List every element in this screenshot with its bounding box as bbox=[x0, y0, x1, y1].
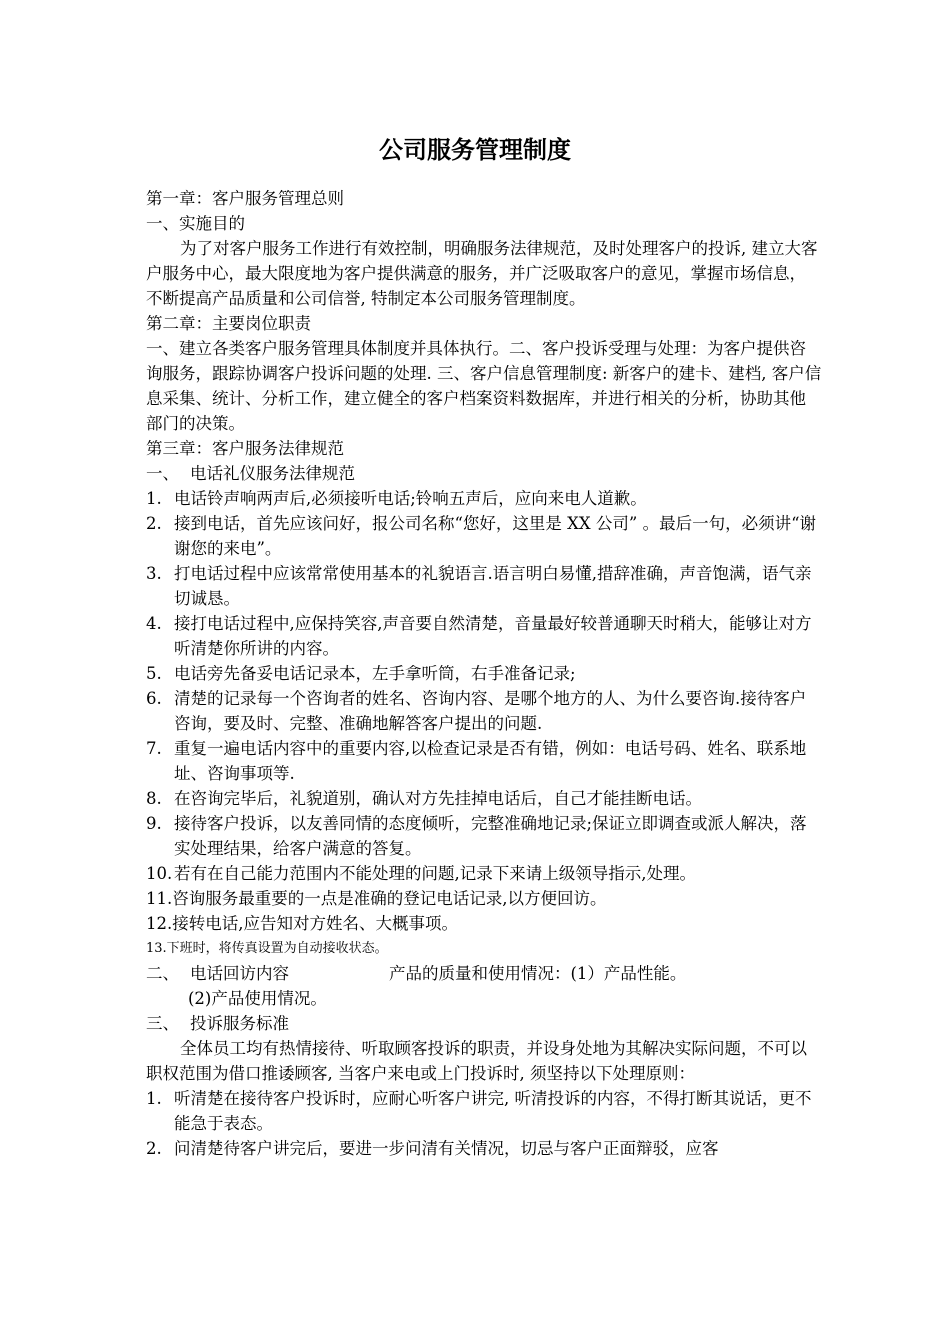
document-body bbox=[146, 186, 822, 1161]
phone-section-text: 电话礼仪服务法律规范 bbox=[190, 464, 355, 483]
callback-section-content-2: (2)产品使用情况。 bbox=[188, 989, 327, 1008]
phone-rule-11: 11.咨询服务最重要的一点是准确的登记电话记录,以方便回访。 bbox=[146, 889, 607, 908]
callback-section-heading bbox=[146, 961, 822, 986]
complaint-section-label: 三、 bbox=[146, 1014, 179, 1033]
chapter-2-paragraph: 一、建立各类客户服务管理具体制度并具体执行。二、客户投诉受理与处理：为客户提供咨询服务，跟踪协调客户投诉问题的处理. 三、客户信息管理制度: 新客户的建卡、建档, 客户信息采集、统计、分析工作，建立健全的客户档案资料数据库，并进行相关的分析，协助其他部门的决策。 bbox=[146, 339, 822, 433]
section-1-heading: 一、实施目的 bbox=[146, 214, 245, 233]
complaint-section-heading bbox=[146, 1011, 822, 1036]
chapter-1-heading: 第一章：客户服务管理总则 bbox=[146, 189, 344, 208]
list-item: 3. 打电话过程中应该常常使用基本的礼貌语言.语言明白易懂,措辞准确，声音饱满，语气亲切诚恳。 bbox=[146, 564, 812, 608]
list-item: 2. 问清楚待客户讲完后，要进一步问清有关情况，切忌与客户正面辩驳，应客 bbox=[146, 1139, 719, 1158]
phone-rule-12: 12.接转电话,应告知对方姓名、大概事项。 bbox=[146, 914, 458, 933]
callback-section-label: 二、 bbox=[146, 964, 179, 983]
section-1-paragraph: 为了对客户服务工作进行有效控制，明确服务法律规范，及时处理客户的投诉, 建立大客户服务中心，最大限度地为客户提供满意的服务，并广泛吸取客户的意见，掌握市场信息，不断提高产品质量和公司信誉, 特制定本公司服务管理制度。 bbox=[146, 239, 818, 308]
list-item: 9. 接待客户投诉，以友善同情的态度倾听，完整准确地记录;保证立即调查或派人解决，落实处理结果，给客户满意的答复。 bbox=[146, 814, 807, 858]
complaint-rules-list bbox=[146, 1086, 822, 1161]
phone-section-heading bbox=[146, 461, 822, 486]
phone-rule-13: 13.下班时，将传真设置为自动接收状态。 bbox=[146, 941, 388, 956]
document-title: 公司服务管理制度 bbox=[379, 136, 571, 164]
list-item: 10. 若有在自己能力范围内不能处理的问题,记录下来请上级领导指示,处理。 bbox=[146, 864, 696, 883]
list-item: 6. 清楚的记录每一个咨询者的姓名、咨询内容、是哪个地方的人、为什么要咨询.接待客户咨询，要及时、完整、准确地解答客户提出的问题. bbox=[146, 689, 807, 733]
list-item: 7. 重复一遍电话内容中的重要内容,以检查记录是否有错，例如：电话号码、姓名、联系地址、咨询事项等. bbox=[146, 739, 807, 783]
phone-section-label: 一、 bbox=[146, 464, 179, 483]
callback-section-text: 电话回访内容 bbox=[190, 964, 289, 983]
list-item: 1. 电话铃声响两声后,必须接听电话;铃响五声后，应向来电人道歉。 bbox=[146, 489, 647, 508]
list-item: 8. 在咨询完毕后，礼貌道别，确认对方先挂掉电话后，自己才能挂断电话。 bbox=[146, 789, 702, 808]
callback-section-content: 产品的质量和使用情况：(1）产品性能。 bbox=[389, 964, 687, 983]
list-item: 4. 接打电话过程中,应保持笑容,声音要自然清楚，音量最好较普通聊天时稍大，能够让对方听清楚你所讲的内容。 bbox=[146, 614, 812, 658]
phone-rules-list bbox=[146, 486, 822, 886]
complaint-paragraph: 全体员工均有热情接待、听取顾客投诉的职责，并设身处地为其解决实际问题，不可以职权范围为借口推诿顾客, 当客户来电或上门投诉时, 须坚持以下处理原则： bbox=[146, 1039, 807, 1083]
chapter-2-heading: 第二章：主要岗位职责 bbox=[146, 314, 311, 333]
list-item: 1. 听清楚在接待客户投诉时，应耐心听客户讲完, 听清投诉的内容，不得打断其说话，更不能急于表态。 bbox=[146, 1089, 812, 1133]
chapter-3-heading: 第三章：客户服务法律规范 bbox=[146, 439, 344, 458]
list-item: 5. 电话旁先备妥电话记录本，左手拿听筒，右手准备记录; bbox=[146, 664, 576, 683]
list-item: 2. 接到电话，首先应该问好，报公司名称“您好，这里是 XX 公司” 。最后一句，必须讲“谢谢您的来电”。 bbox=[146, 514, 817, 558]
complaint-section-text: 投诉服务标准 bbox=[190, 1014, 289, 1033]
